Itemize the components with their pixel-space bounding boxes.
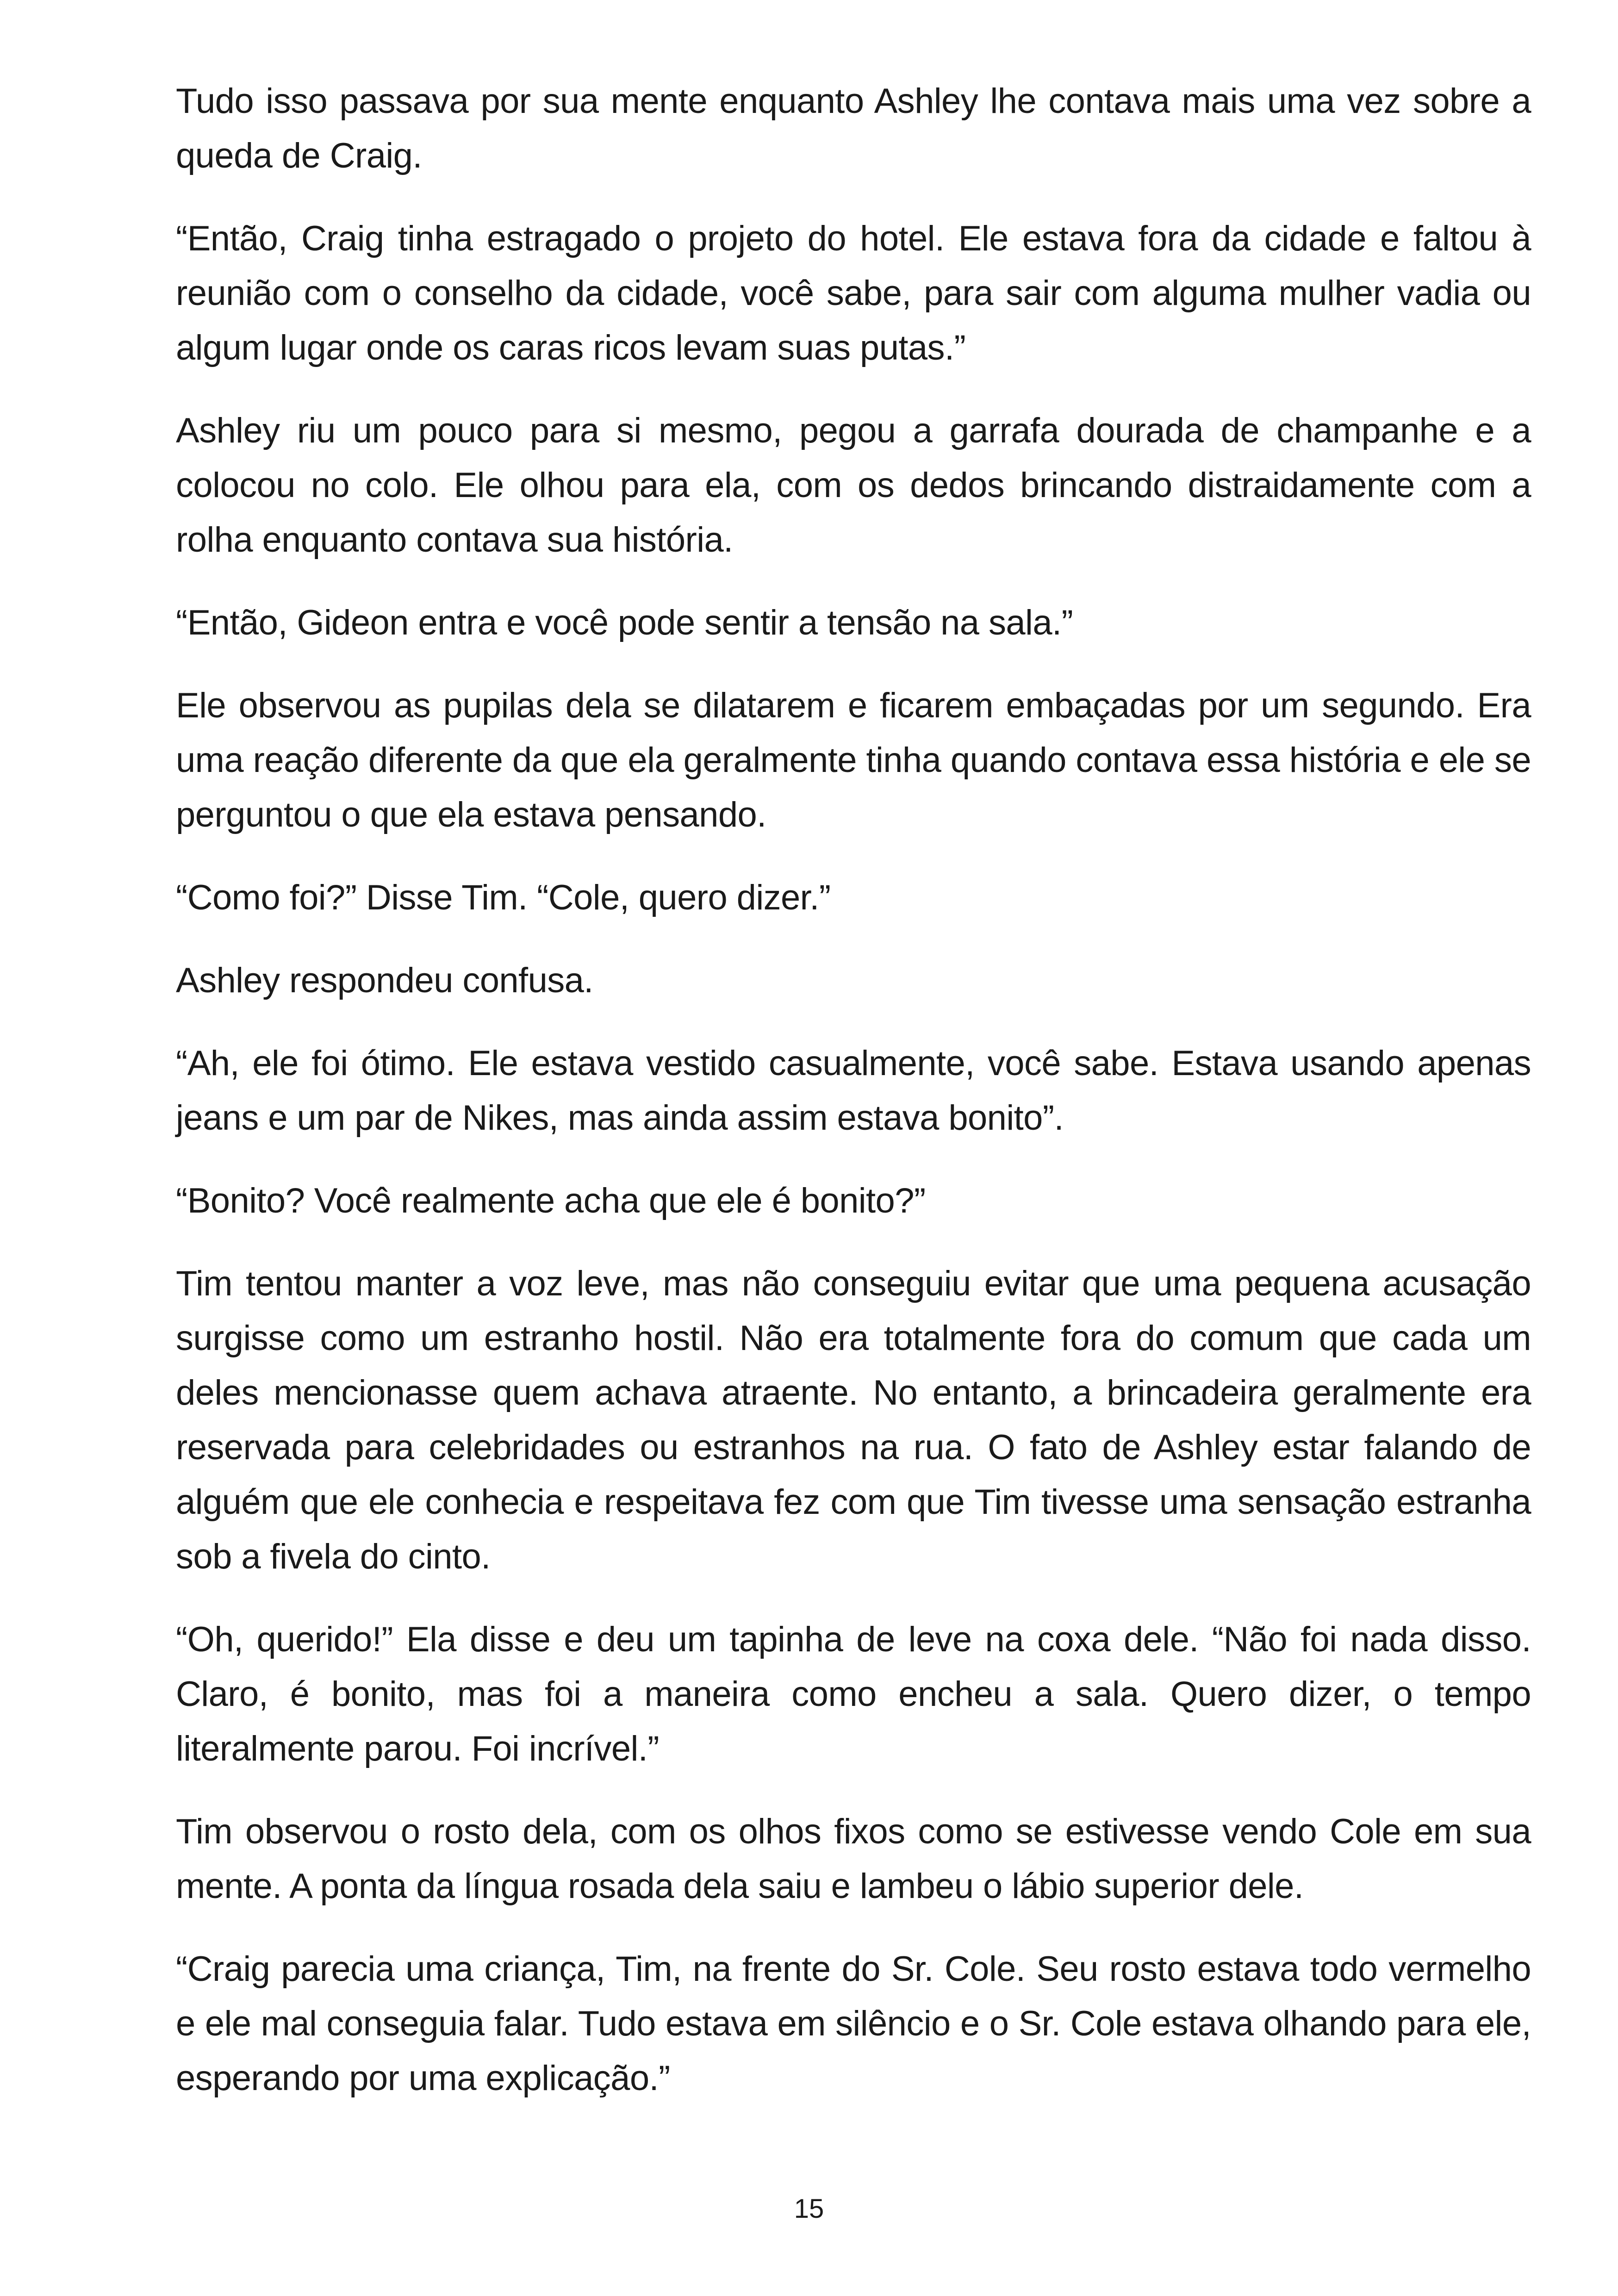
paragraph: Tim observou o rosto dela, com os olhos fixos como se estivesse vendo Cole em sua mente. A ponta da língua rosada dela saiu e lambeu o lábio superior dele. [176,1812,1531,1906]
paragraph: “Craig parecia uma criança, Tim, na frente do Sr. Cole. Seu rosto estava todo vermelho e ele mal conseguia falar. Tudo estava em silêncio e o Sr. Cole estava olhando para ele, esperando por uma explicação.” [176,1949,1531,2098]
paragraph: “Ah, ele foi ótimo. Ele estava vestido casualmente, você sabe. Estava usando apenas jeans e um par de Nikes, mas ainda assim estava bonito”. [176,1044,1531,1138]
page-number: 15 [794,2194,824,2224]
text-body [176,74,1531,2106]
paragraph: Tudo isso passava por sua mente enquanto Ashley lhe contava mais uma vez sobre a queda de Craig. [176,81,1531,175]
paragraph: Ashley riu um pouco para si mesmo, pegou a garrafa dourada de champanhe e a colocou no colo. Ele olhou para ela, com os dedos brincando distraidamente com a rolha enquanto contava sua história. [176,411,1531,560]
paragraph: “Bonito? Você realmente acha que ele é bonito?” [176,1181,926,1220]
paragraph: Ele observou as pupilas dela se dilatarem e ficarem embaçadas por um segundo. Era uma reação diferente da que ela geralmente tinha quando contava essa história e ele se perguntou o que ela estava pensando. [176,686,1531,834]
paragraph: Ashley respondeu confusa. [176,961,593,1000]
paragraph: “Oh, querido!” Ela disse e deu um tapinha de leve na coxa dele. “Não foi nada disso. Claro, é bonito, mas foi a maneira como encheu a sala. Quero dizer, o tempo literalmente parou. Foi incrível.” [176,1620,1531,1768]
paragraph: “Então, Gideon entra e você pode sentir a tensão na sala.” [176,603,1073,642]
paragraph: “Como foi?” Disse Tim. “Cole, quero dizer.” [176,878,831,917]
paragraph: “Então, Craig tinha estragado o projeto do hotel. Ele estava fora da cidade e faltou à reunião com o conselho da cidade, você sabe, para sair com alguma mulher vadia ou algum lugar onde os caras ricos levam suas putas.” [176,219,1531,367]
paragraph: Tim tentou manter a voz leve, mas não conseguiu evitar que uma pequena acusação surgisse como um estranho hostil. Não era totalmente fora do comum que cada um deles mencionasse quem achava atraente. No entanto, a brincadeira geralmente era reservada para celebridades ou estranhos na rua. O fato de Ashley estar falando de alguém que ele conhecia e respeitava fez com que Tim tivesse uma sensação estranha sob a fivela do cinto. [176,1264,1531,1576]
